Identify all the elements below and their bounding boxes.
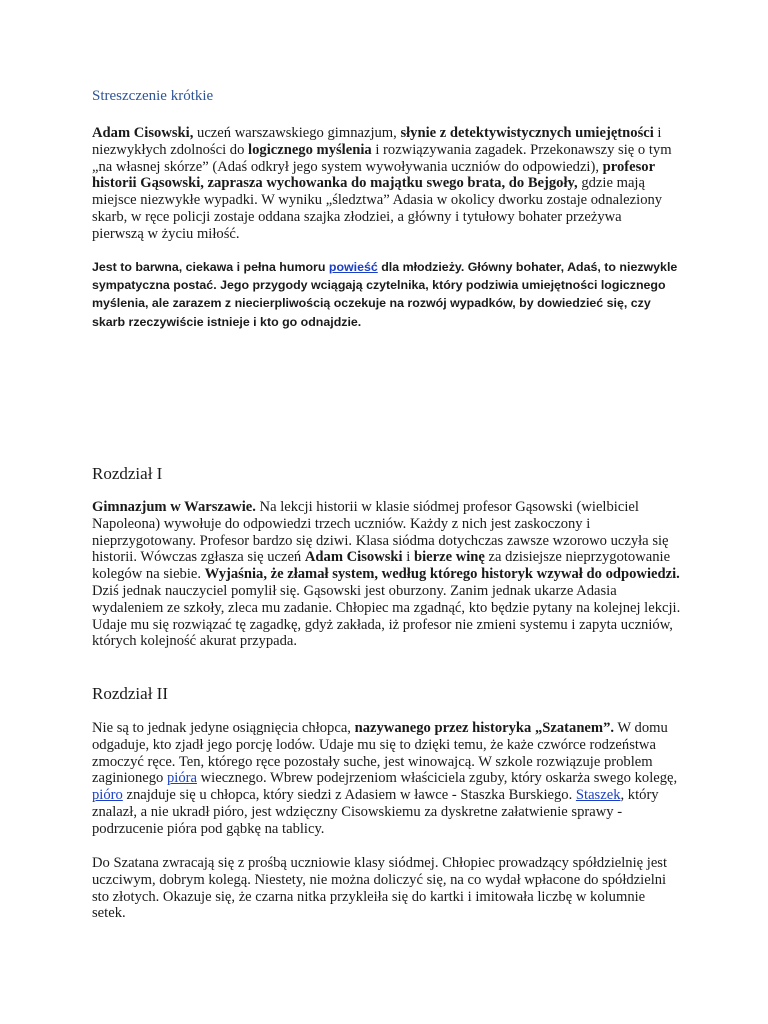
summary-text: gdzie mają miejsce niezwykłe wypadki. W wyniku „śledztwa” Adasia w okolicy dworku zostaje odnaleziony skarb, w ręce policji zostaje oddana szajka złodziei, a główny i tytułowy bohater przeżywa pierwszą w życiu miłość.: [92, 175, 663, 242]
chapter-text-bold: Wyjaśnia, że złamał system, według którego historyk wzywał do odpowiedzi.: [204, 566, 680, 583]
chapter-text-bold: bierze winę: [413, 549, 485, 566]
chapter-text-bold: Adam Cisowski: [304, 549, 403, 566]
chapter-2-paragraph-1: [92, 720, 682, 838]
pen-link-2[interactable]: pióro: [92, 787, 123, 804]
chapter-text-bold: Gimnazjum w Warszawie.: [92, 499, 256, 515]
summary-text: i rozwiązywania zagadek. Przekonawszy się o tym „na własnej skórze” (Adaś odkrył jego system wywoływania uczniów do odpowiedzi),: [92, 141, 672, 175]
staszek-link[interactable]: Staszek: [575, 787, 621, 804]
summary-text: i niezwykłych zdolności do: [92, 125, 662, 158]
chapter-text: i: [402, 549, 414, 566]
summary-text-bold: słynie z detektywistycznych umiejętności: [400, 125, 654, 141]
chapter-1-paragraph: [92, 499, 682, 650]
chapter-1-title: Rozdział I: [92, 464, 163, 483]
blurb-paragraph: [92, 258, 682, 331]
chapter-2-paragraph-2: Do Szatana zwracają się z prośbą uczniowie klasy siódmej. Chłopiec prowadzący spółdzielnię jest uczciwym, dobrym kolegą. Niestety, nie można doliczyć się, na co wydał wpłacone do spółdzielni sto złotych. Okazuje się, że czarna nitka przykleiła się do kartki i imitowała liczbę w kolumnie setek.: [92, 855, 668, 922]
blurb-text: dla młodzieży. Główny bohater, Adaś, to niezwykle sympatyczna postać. Jego przygody wciągają czytelnika, który podziwia umiejętności logicznego myślenia, ale zarazem z niecierpliwością oczekuje na rozwój wypadków, by dowiedzieć się, czy skarb rzeczywiście istnieje i kto go odnajdzie.: [92, 260, 678, 329]
chapter-text: Na lekcji historii w klasie siódmej profesor Gąsowski (wielbiciel Napoleona) wywołuje do odpowiedzi trzech uczniów. Każdy z nich jest zaskoczony i nieprzygotowany. Profesor bardzo się dziwi. Klasa siódma dotychczas zawsze wzorowo uczyła się historii. Wówczas zgłasza się uczeń: [92, 499, 669, 566]
chapter-text: znajduje się u chłopca, który siedzi z Adasiem w ławce - Staszka Burskiego.: [122, 787, 576, 804]
chapter-text: za dzisiejsze nieprzygotowanie kolegów na siebie.: [92, 549, 671, 583]
summary-text-bold: profesor historii Gąsowski, zaprasza wychowanka do majątku swego brata, do Bejgoły,: [92, 158, 655, 192]
summary-text-bold: logicznego myślenia: [248, 141, 372, 158]
chapter-text: Nie są to jednak jedyne osiągnięcia chłopca,: [92, 720, 355, 736]
summary-heading: Streszczenie krótkie: [92, 88, 214, 104]
summary-paragraph: [92, 125, 672, 243]
chapter-text: W domu odgaduje, kto zjadł jego porcję lodów. Udaje mu się to dzięki temu, że każe czwórce rodzeństwa zmoczyć ręce. Ten, którego ręce pozostały suche, jest winowajcą. W szkole rozwiązuje problem zaginionego: [92, 720, 668, 787]
novel-link[interactable]: powieść: [328, 260, 378, 274]
chapter-text-bold: nazywanego przez historyka „Szatanem”.: [354, 720, 615, 736]
summary-text-bold: Adam Cisowski,: [92, 125, 194, 141]
blurb-text: Jest to barwna, ciekawa i pełna humoru: [92, 260, 329, 274]
chapter-text: , który znalazł, a nie ukradł pióro, jest wdzięczny Cisowskiemu za dyskretne załatwienie sprawy - podrzucenie pióra pod gąbkę na tablicy.: [92, 787, 659, 837]
pen-link[interactable]: pióra: [166, 770, 197, 787]
summary-text: uczeń warszawskiego gimnazjum,: [193, 125, 401, 141]
chapter-2-title: Rozdział II: [92, 684, 168, 703]
chapter-text: Dziś jednak nauczyciel pomylił się. Gąsowski jest oburzony. Zanim jednak ukarze Adasia wydaleniem ze szkoły, zleca mu zadanie. Chłopiec ma zgadnąć, kto będzie pytany na kolejnej lekcji. Udaje mu się rozwiązać tę zagadkę, gdyż zakłada, iż profesor nie zmieni systemu i zapyta uczniów, których kolejność akurat przypada.: [92, 582, 681, 650]
chapter-text: wiecznego. Wbrew podejrzeniom właściciela zguby, który oskarża swego kolegę,: [196, 770, 678, 787]
